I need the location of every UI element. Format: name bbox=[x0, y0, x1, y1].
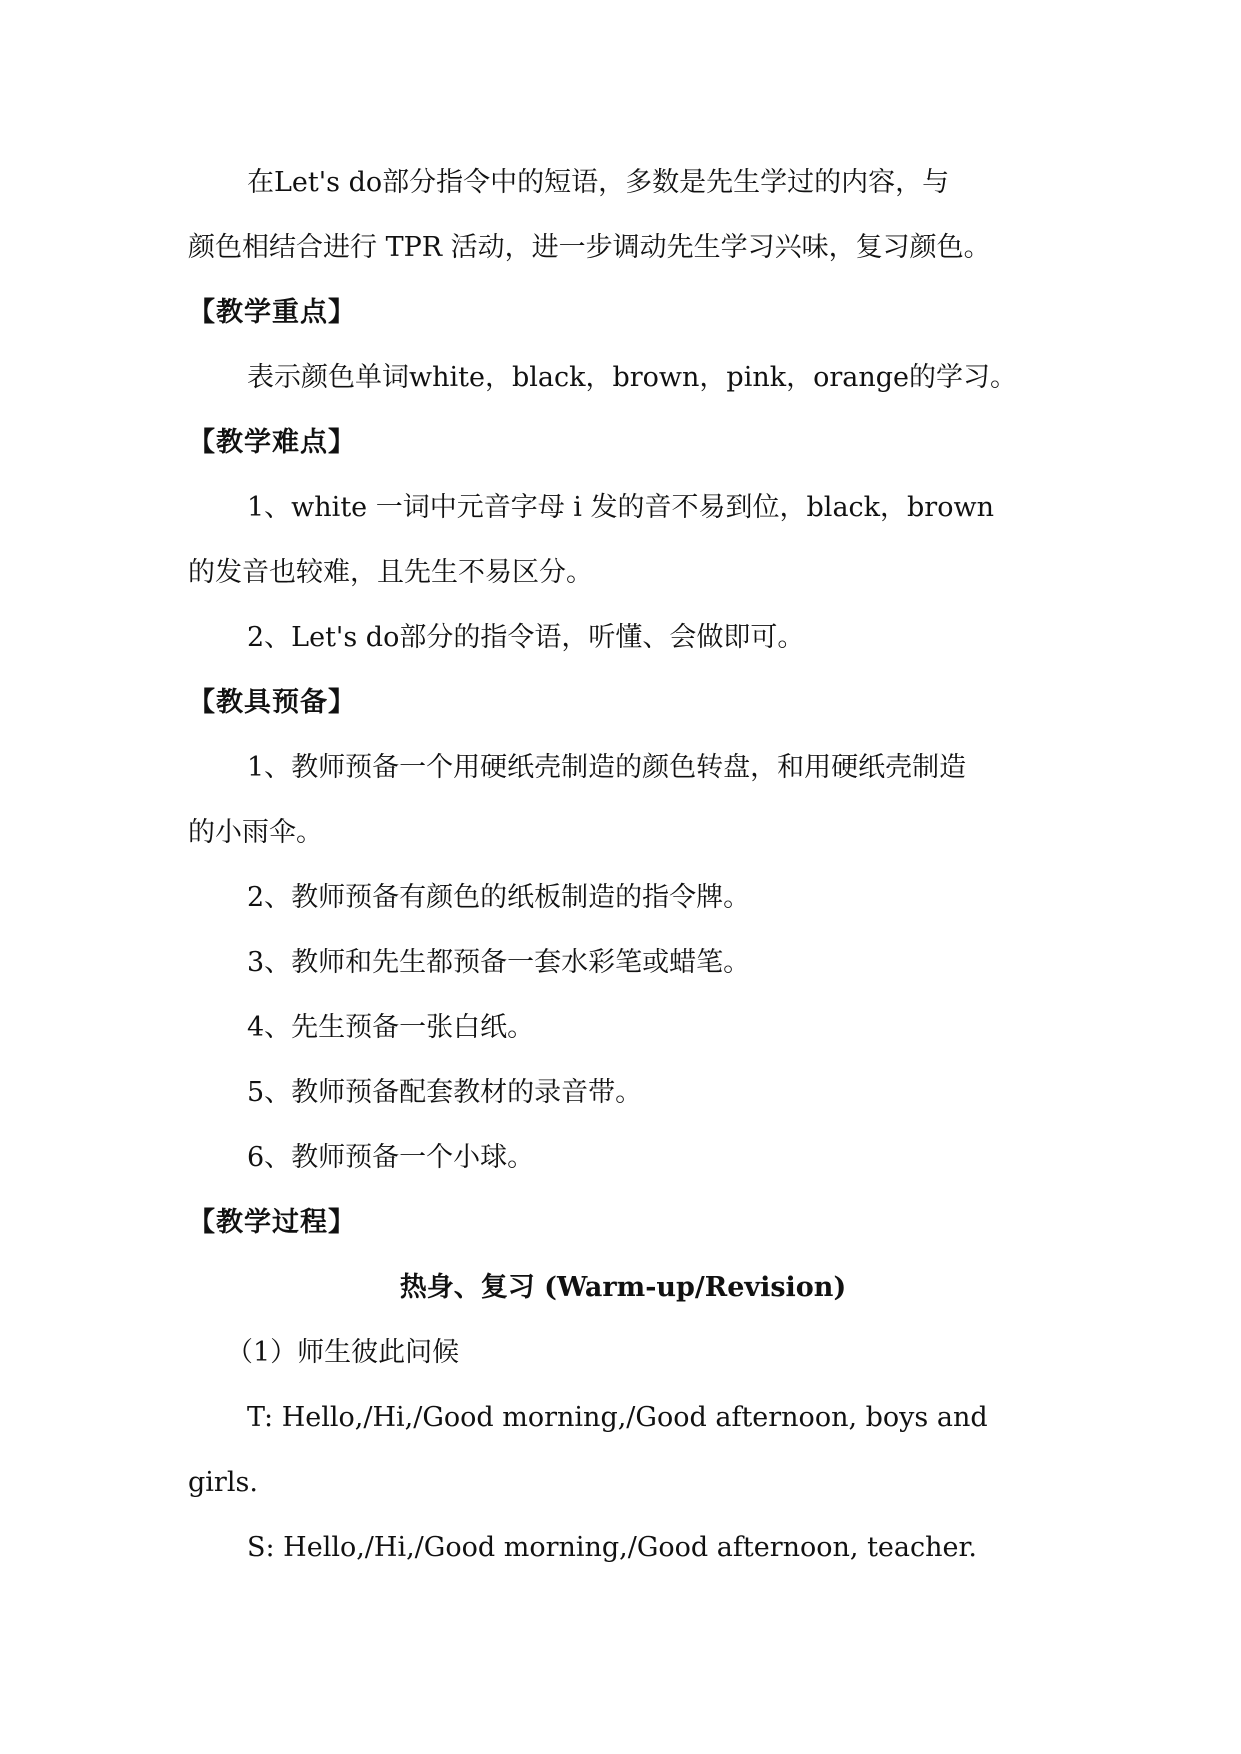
heading-teaching-aids: 【教具预备】 bbox=[188, 687, 356, 718]
difficulty-item-1-line2: 的发音也较难，且先生不易区分。 bbox=[188, 557, 593, 588]
dialogue-teacher-line2: girls. bbox=[188, 1467, 258, 1498]
paragraph-letsdo-intro-line2: 颜色相结合进行 TPR 活动，进一步调动先生学习兴味，复习颜色。 bbox=[188, 232, 991, 263]
dialogue-teacher-line1: T: Hello,/Hi,/Good morning,/Good afternoon, boys and bbox=[247, 1402, 988, 1433]
aids-item-1-line2: 的小雨伞。 bbox=[188, 817, 323, 848]
aids-item-6: 6、教师预备一个小球。 bbox=[247, 1142, 535, 1173]
dialogue-student: S: Hello,/Hi,/Good morning,/Good afternoon, teacher. bbox=[247, 1532, 978, 1563]
heading-teaching-focus: 【教学重点】 bbox=[188, 297, 356, 328]
difficulty-item-2: 2、Let's do部分的指令语，听懂、会做即可。 bbox=[247, 622, 805, 653]
heading-teaching-difficulty: 【教学难点】 bbox=[188, 427, 356, 458]
paragraph-letsdo-intro-line1: 在Let's do部分指令中的短语，多数是先生学过的内容，与 bbox=[247, 167, 950, 198]
aids-item-1-line1: 1、教师预备一个用硬纸壳制造的颜色转盘，和用硬纸壳制造 bbox=[247, 752, 967, 783]
difficulty-item-1-line1: 1、white 一词中元音字母 i 发的音不易到位，black，brown bbox=[247, 492, 994, 523]
aids-item-3: 3、教师和先生都预备一套水彩笔或蜡笔。 bbox=[247, 947, 751, 978]
aids-item-5: 5、教师预备配套教材的录音带。 bbox=[247, 1077, 643, 1108]
paragraph-teaching-focus: 表示颜色单词white，black，brown，pink，orange的学习。 bbox=[247, 362, 1017, 393]
section-title-warmup: 热身、复习 (Warm-up/Revision) bbox=[399, 1272, 847, 1303]
step-greeting: （1）师生彼此问候 bbox=[226, 1337, 460, 1368]
aids-item-4: 4、先生预备一张白纸。 bbox=[247, 1012, 535, 1043]
heading-teaching-process: 【教学过程】 bbox=[188, 1207, 356, 1238]
aids-item-2: 2、教师预备有颜色的纸板制造的指令牌。 bbox=[247, 882, 751, 913]
document-page bbox=[188, 150, 1058, 1580]
